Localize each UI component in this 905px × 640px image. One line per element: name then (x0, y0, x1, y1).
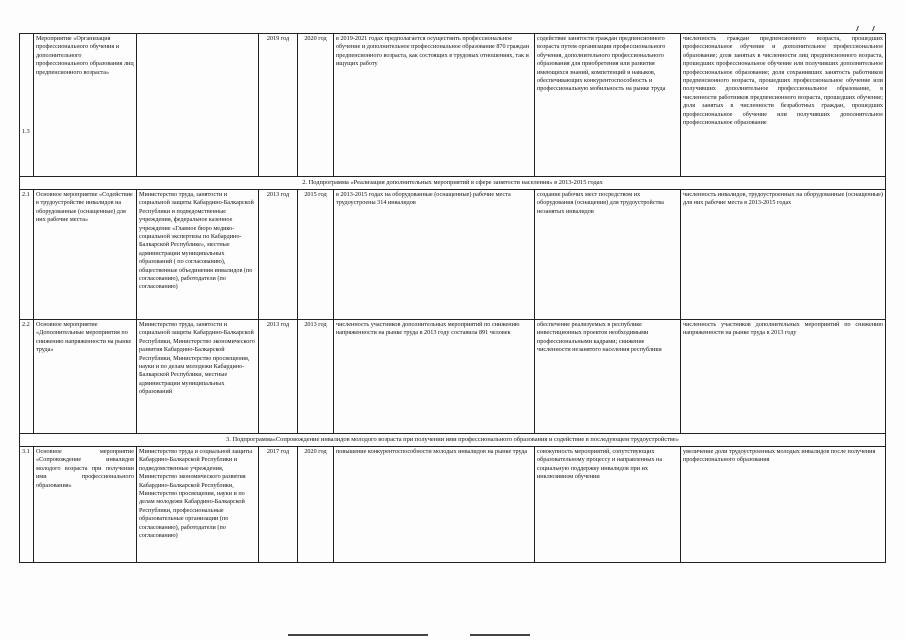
section-heading-row (20, 434, 886, 447)
expected-result: повышение конкурентоспособности молодых инвалидов на рынке труда (334, 447, 535, 563)
activity-name: Основное мероприятие «Сопровождение инвалидов молодого возраста при получении ими профессионального образования» (34, 447, 137, 563)
table-row-2-1 (20, 190, 886, 320)
program-activities-table (19, 33, 886, 563)
row-number: 2.2 (20, 320, 34, 434)
expected-result: в 2013-2015 годах на оборудованные (оснащенные) рабочие места трудоустроены 314 инвалидов (334, 190, 535, 320)
section-heading-row (20, 177, 886, 190)
indicator-cell: численность граждан предпенсионного возраста, прошедших профессиональное обучение и дополнительное профессиональное образование; доля занятых в численности лиц предпенсионного возраста, прошедших профессиональное обучение или получивших дополнительное профессиональное образование; доля сохранивших занятость работников предпенсионного возраста, прошедших профессиональное обучение или получивших дополнительное профессиональное образование, в численности работников предпенсионного возраста, прошедших обучение; доля занятых в численности безработных граждан, прошедших профессиональное обучение или получивших дополнительное профессиональное образование (681, 34, 886, 177)
table-row-2-2 (20, 320, 886, 434)
section-3-heading: 3. Подпрограмма«Сопровождение инвалидов молодого возраста при получении ими профессионального образования и содействие в последующем трудоустройстве» (20, 434, 886, 447)
scan-artifact-line (288, 634, 428, 636)
start-year: 2013 год (259, 320, 298, 434)
end-year: 2020 год (298, 34, 334, 177)
start-year: 2017 год (259, 447, 298, 563)
executor-cell: Министерство труда и социальной защиты Кабардино-Балкарской Республики и подведомственные учреждения, Министерство экономического развития Кабардино-Балкарской Республики, Министерство просвещения, науки и по делам молодежи Кабардино-Балкарской Республики, профессиональные образовательные организации (по согласованию), работодатели (по согласованию) (137, 447, 259, 563)
row-number: 1.3 (20, 34, 34, 177)
corner-tick-mark (869, 26, 875, 31)
section-2-heading: 2. Подпрограмма «Реализация дополнительных мероприятий в сфере занятости населения» в 2013-2015 годах (20, 177, 886, 190)
executor-cell: Министерство труда, занятости и социальной защиты Кабардино-Балкарской Республики, Министерство экономического развития Кабардино-Балкарской Республики, Министерство просвещения, науки и по делам молодежи Кабардино-Балкарской Республики, местные администрации муниципальных образований (137, 320, 259, 434)
activity-content: создание рабочих мест посредством их оборудования (оснащения) для трудоустройства незанятых инвалидов (535, 190, 681, 320)
expected-result: численность участников дополнительных мероприятий по снижению напряженности на рынке труда в 2013 году составила 891 человек (334, 320, 535, 434)
activity-name: Мероприятие «Организация профессионального обучения и дополнительного профессионального образования лиц предпенсионного возраста» (34, 34, 137, 177)
table-row-3-1 (20, 447, 886, 563)
activity-content: совокупность мероприятий, сопутствующих образовательному процессу и направленных на социальную поддержку инвалидов при их инклюзивном обучении (535, 447, 681, 563)
executor-cell (137, 34, 259, 177)
indicator-cell: численность инвалидов, трудоустроенных на оборудованные (оснащенные) для них рабочие места в 2013-2015 годах (681, 190, 886, 320)
indicator-cell: численность участников дополнительных мероприятий по снижению напряженности на рынке труда в 2013 году (681, 320, 886, 434)
activity-content: обеспечение реализуемых в республике инвестиционных проектов необходимыми профессиональными кадрами; снижение численности незанятого населения республики (535, 320, 681, 434)
end-year: 2013 год (298, 320, 334, 434)
table-row-1-3 (20, 34, 886, 177)
start-year: 2019 год (259, 34, 298, 177)
row-number: 3.1 (20, 447, 34, 563)
start-year: 2013 год (259, 190, 298, 320)
executor-cell: Министерство труда, занятости и социальной защиты Кабардино-Балкарской Республики и подведомственные учреждения, федеральное казенное учреждение «Главное бюро медико-социальной экспертизы по Кабардино-Балкарской Республике», местные администрации муниципальных образований ( по согласованию), общественные объединения инвалидов (по согласованию), работодатели (по согласованию) (137, 190, 259, 320)
activity-content: содействие занятости граждан предпенсионного возраста путем организации профессионального обучения, дополнительного профессионального образования для приобретения или развития имеющихся знаний, компетенций и навыков, обеспечивающих конкурентоспособность и профессиональную мобильность на рынке труда (535, 34, 681, 177)
expected-result: в 2019-2021 годах предполагается осуществить профессиональное обучение и дополнительное профессиональное образование 870 граждан предпенсионного возраста, как состоящих в трудовых отношениях, так и ищущих работу (334, 34, 535, 177)
activity-name: Основное мероприятие «Дополнительные мероприятия по снижению напряженности на рынке труда» (34, 320, 137, 434)
indicator-cell: увеличение доли трудоустроенных молодых инвалидов после получения профессионального образования (681, 447, 886, 563)
end-year: 2015 год (298, 190, 334, 320)
activity-name: Основное мероприятие «Содействие в трудоустройстве инвалидов на оборудованные (оснащенные) для них рабочие места» (34, 190, 137, 320)
end-year: 2020 год (298, 447, 334, 563)
corner-tick-mark (853, 26, 859, 31)
scan-artifact-line (470, 634, 530, 636)
row-number: 2.1 (20, 190, 34, 320)
